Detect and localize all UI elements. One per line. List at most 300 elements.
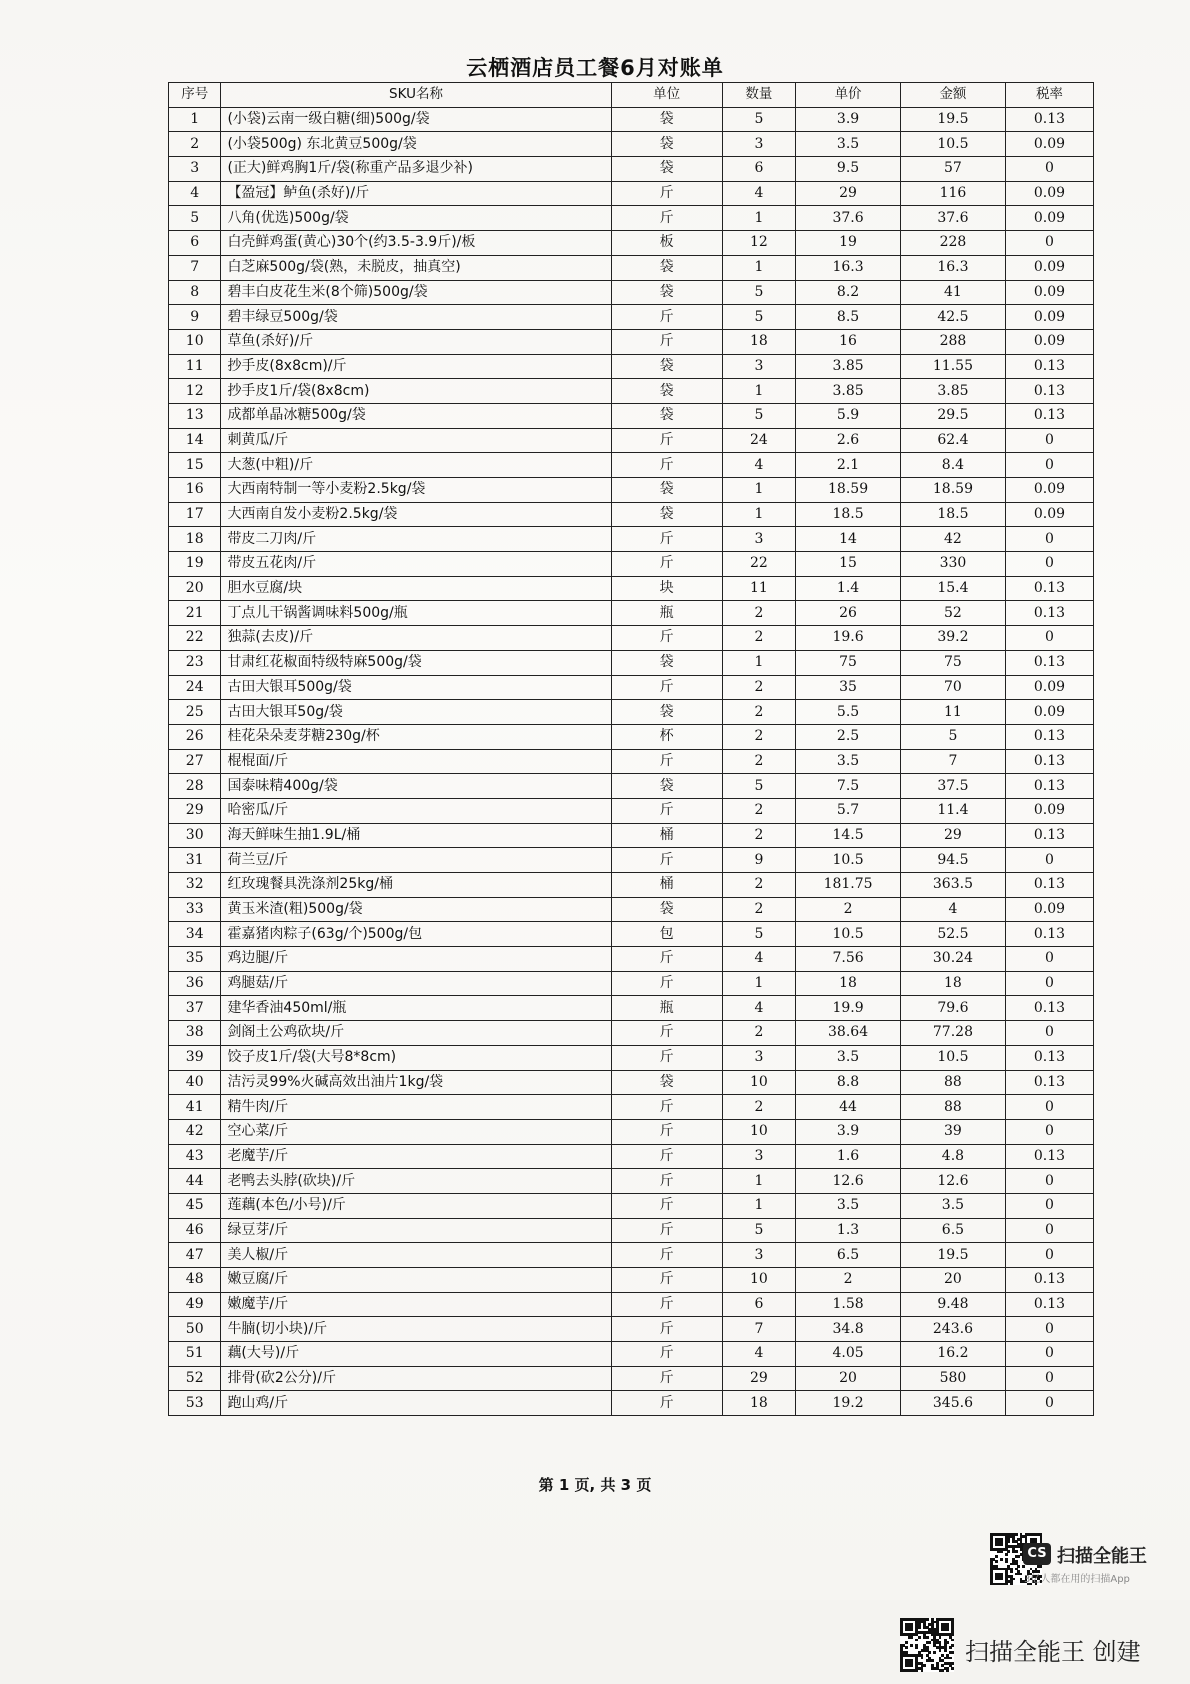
- table-row: [169, 1391, 1094, 1416]
- cell-tax-rate: 0: [1005, 971, 1093, 996]
- cell-quantity: 3: [722, 354, 795, 379]
- cell-amount: 363.5: [901, 873, 1006, 898]
- cell-amount: 5: [901, 724, 1006, 749]
- cell-index: 36: [169, 971, 221, 996]
- cell-unit: 袋: [611, 280, 722, 305]
- table-row: [169, 231, 1094, 256]
- cell-unit-price: 19.6: [796, 626, 901, 651]
- cell-unit: 袋: [611, 897, 722, 922]
- cell-unit: 斤: [611, 1268, 722, 1293]
- cell-tax-rate: 0.13: [1005, 403, 1093, 428]
- table-row: [169, 798, 1094, 823]
- cell-index: 16: [169, 478, 221, 503]
- cell-unit-price: 19: [796, 231, 901, 256]
- cell-tax-rate: 0.13: [1005, 823, 1093, 848]
- table-row: [169, 1119, 1094, 1144]
- cell-index: 4: [169, 181, 221, 206]
- cell-unit: 斤: [611, 971, 722, 996]
- cell-unit-price: 4.05: [796, 1342, 901, 1367]
- cell-index: 19: [169, 552, 221, 577]
- page-title: 云栖酒店员工餐6月对账单: [466, 56, 724, 80]
- cell-unit: 斤: [611, 1292, 722, 1317]
- cell-amount: 16.2: [901, 1342, 1006, 1367]
- table-row: [169, 157, 1094, 182]
- cell-unit-price: 34.8: [796, 1317, 901, 1342]
- cell-tax-rate: 0: [1005, 848, 1093, 873]
- cell-unit-price: 1.4: [796, 576, 901, 601]
- table-row: [169, 873, 1094, 898]
- cell-unit: 斤: [611, 428, 722, 453]
- watermark-subtitle: 3亿人都在用的扫描App: [1024, 1574, 1130, 1585]
- cell-amount: 37.6: [901, 206, 1006, 231]
- cell-index: 10: [169, 329, 221, 354]
- table-row: [169, 823, 1094, 848]
- table-row: [169, 1342, 1094, 1367]
- cell-quantity: 2: [722, 626, 795, 651]
- cell-quantity: 3: [722, 1243, 795, 1268]
- cell-unit: 斤: [611, 1342, 722, 1367]
- cell-index: 39: [169, 1045, 221, 1070]
- cell-sku-name: 红玫瑰餐具洗涤剂25kg/桶: [221, 873, 611, 898]
- cell-index: 42: [169, 1119, 221, 1144]
- cell-index: 48: [169, 1268, 221, 1293]
- table-row: [169, 897, 1094, 922]
- cell-quantity: 10: [722, 1119, 795, 1144]
- cell-index: 21: [169, 601, 221, 626]
- cell-unit-price: 3.9: [796, 1119, 901, 1144]
- cell-unit: 斤: [611, 798, 722, 823]
- cell-index: 30: [169, 823, 221, 848]
- cell-tax-rate: 0: [1005, 453, 1093, 478]
- cell-unit-price: 7.56: [796, 947, 901, 972]
- cell-tax-rate: 0.13: [1005, 1292, 1093, 1317]
- cell-sku-name: 嫩豆腐/斤: [221, 1268, 611, 1293]
- cell-quantity: 1: [722, 650, 795, 675]
- cell-amount: 15.4: [901, 576, 1006, 601]
- cell-sku-name: 鸡腿菇/斤: [221, 971, 611, 996]
- cell-unit-price: 3.5: [796, 749, 901, 774]
- cell-sku-name: 牛腩(切小块)/斤: [221, 1317, 611, 1342]
- cell-tax-rate: 0: [1005, 1342, 1093, 1367]
- cell-unit-price: 9.5: [796, 157, 901, 182]
- cell-quantity: 12: [722, 231, 795, 256]
- cell-tax-rate: 0: [1005, 1119, 1093, 1144]
- cell-amount: 30.24: [901, 947, 1006, 972]
- cell-index: 52: [169, 1366, 221, 1391]
- cell-sku-name: 大西南特制一等小麦粉2.5kg/袋: [221, 478, 611, 503]
- cell-quantity: 2: [722, 749, 795, 774]
- cell-unit: 斤: [611, 305, 722, 330]
- cell-index: 5: [169, 206, 221, 231]
- header-unit: 单位: [611, 83, 722, 108]
- cell-amount: 42.5: [901, 305, 1006, 330]
- cell-tax-rate: 0.09: [1005, 255, 1093, 280]
- cell-sku-name: 古田大银耳50g/袋: [221, 700, 611, 725]
- cell-amount: 10.5: [901, 132, 1006, 157]
- cell-index: 43: [169, 1144, 221, 1169]
- cell-unit-price: 29: [796, 181, 901, 206]
- cell-sku-name: 排骨(砍2公分)/斤: [221, 1366, 611, 1391]
- cell-amount: 57: [901, 157, 1006, 182]
- cell-unit-price: 1.6: [796, 1144, 901, 1169]
- cell-unit: 斤: [611, 1193, 722, 1218]
- cell-tax-rate: 0.13: [1005, 996, 1093, 1021]
- cell-quantity: 5: [722, 1218, 795, 1243]
- cell-unit-price: 7.5: [796, 774, 901, 799]
- cell-sku-name: 棍棍面/斤: [221, 749, 611, 774]
- cell-index: 49: [169, 1292, 221, 1317]
- cell-unit: 杯: [611, 724, 722, 749]
- cell-unit-price: 3.5: [796, 132, 901, 157]
- cell-unit: 袋: [611, 1070, 722, 1095]
- cell-index: 11: [169, 354, 221, 379]
- cell-quantity: 2: [722, 897, 795, 922]
- cell-quantity: 3: [722, 1045, 795, 1070]
- cell-tax-rate: 0.13: [1005, 379, 1093, 404]
- cell-tax-rate: 0: [1005, 157, 1093, 182]
- cell-unit: 斤: [611, 1045, 722, 1070]
- cell-quantity: 1: [722, 379, 795, 404]
- cell-index: 3: [169, 157, 221, 182]
- cell-tax-rate: 0.09: [1005, 897, 1093, 922]
- cell-quantity: 4: [722, 181, 795, 206]
- cell-tax-rate: 0.13: [1005, 873, 1093, 898]
- table-row: [169, 552, 1094, 577]
- cell-tax-rate: 0: [1005, 1021, 1093, 1046]
- cell-unit-price: 14: [796, 527, 901, 552]
- cell-sku-name: 带皮五花肉/斤: [221, 552, 611, 577]
- header-unit-price: 单价: [796, 83, 901, 108]
- cell-tax-rate: 0.09: [1005, 502, 1093, 527]
- table-row: [169, 428, 1094, 453]
- cell-sku-name: 藕(大号)/斤: [221, 1342, 611, 1367]
- cell-quantity: 11: [722, 576, 795, 601]
- table-row: [169, 650, 1094, 675]
- cell-unit-price: 19.2: [796, 1391, 901, 1416]
- cell-unit: 斤: [611, 1243, 722, 1268]
- cell-quantity: 5: [722, 107, 795, 132]
- cell-sku-name: 碧丰绿豆500g/袋: [221, 305, 611, 330]
- cell-quantity: 9: [722, 848, 795, 873]
- table-row: [169, 1070, 1094, 1095]
- cell-unit-price: 2.5: [796, 724, 901, 749]
- cell-index: 37: [169, 996, 221, 1021]
- table-row: [169, 280, 1094, 305]
- cell-tax-rate: 0.09: [1005, 305, 1093, 330]
- cell-unit-price: 37.6: [796, 206, 901, 231]
- cell-unit-price: 3.5: [796, 1045, 901, 1070]
- cell-tax-rate: 0.13: [1005, 922, 1093, 947]
- cell-tax-rate: 0.09: [1005, 206, 1093, 231]
- cell-index: 15: [169, 453, 221, 478]
- table-row: [169, 601, 1094, 626]
- cell-amount: 116: [901, 181, 1006, 206]
- cell-amount: 10.5: [901, 1045, 1006, 1070]
- cell-sku-name: 空心菜/斤: [221, 1119, 611, 1144]
- cell-unit: 斤: [611, 181, 722, 206]
- cell-unit: 斤: [611, 1317, 722, 1342]
- cell-index: 29: [169, 798, 221, 823]
- cell-index: 31: [169, 848, 221, 873]
- table-row: [169, 1144, 1094, 1169]
- table-row: [169, 1268, 1094, 1293]
- cell-unit-price: 18: [796, 971, 901, 996]
- cell-quantity: 2: [722, 700, 795, 725]
- cell-sku-name: 碧丰白皮花生米(8个筛)500g/袋: [221, 280, 611, 305]
- cell-unit: 斤: [611, 749, 722, 774]
- cell-amount: 94.5: [901, 848, 1006, 873]
- cell-quantity: 1: [722, 206, 795, 231]
- cell-quantity: 4: [722, 453, 795, 478]
- cell-index: 13: [169, 403, 221, 428]
- cell-quantity: 1: [722, 478, 795, 503]
- cell-amount: 3.85: [901, 379, 1006, 404]
- cell-amount: 19.5: [901, 107, 1006, 132]
- cell-unit: 斤: [611, 848, 722, 873]
- cell-index: 41: [169, 1095, 221, 1120]
- cell-index: 12: [169, 379, 221, 404]
- cell-unit-price: 18.59: [796, 478, 901, 503]
- cell-unit-price: 5.9: [796, 403, 901, 428]
- cell-quantity: 4: [722, 996, 795, 1021]
- cell-sku-name: 建华香油450ml/瓶: [221, 996, 611, 1021]
- cell-tax-rate: 0.13: [1005, 1045, 1093, 1070]
- cell-unit-price: 14.5: [796, 823, 901, 848]
- cell-sku-name: 草鱼(杀好)/斤: [221, 329, 611, 354]
- cell-unit-price: 6.5: [796, 1243, 901, 1268]
- cell-tax-rate: 0.13: [1005, 1070, 1093, 1095]
- cell-unit: 斤: [611, 675, 722, 700]
- cell-tax-rate: 0.13: [1005, 1268, 1093, 1293]
- cell-amount: 243.6: [901, 1317, 1006, 1342]
- footer-created-by: 扫描全能王 创建: [965, 1638, 1141, 1666]
- table-row: [169, 1366, 1094, 1391]
- cell-sku-name: 老魔芋/斤: [221, 1144, 611, 1169]
- cell-quantity: 4: [722, 1342, 795, 1367]
- cell-unit: 斤: [611, 947, 722, 972]
- cell-amount: 7: [901, 749, 1006, 774]
- cell-unit-price: 20: [796, 1366, 901, 1391]
- cell-quantity: 3: [722, 1144, 795, 1169]
- cell-unit-price: 18.5: [796, 502, 901, 527]
- cell-sku-name: 成都单晶冰糖500g/袋: [221, 403, 611, 428]
- cell-sku-name: 抄手皮1斤/袋(8x8cm): [221, 379, 611, 404]
- cell-sku-name: 荷兰豆/斤: [221, 848, 611, 873]
- cell-unit: 瓶: [611, 996, 722, 1021]
- cell-index: 27: [169, 749, 221, 774]
- cell-tax-rate: 0: [1005, 1095, 1093, 1120]
- cell-unit: 斤: [611, 1169, 722, 1194]
- cell-tax-rate: 0: [1005, 626, 1093, 651]
- table-row: [169, 971, 1094, 996]
- cell-index: 6: [169, 231, 221, 256]
- cell-tax-rate: 0: [1005, 1317, 1093, 1342]
- cell-unit-price: 35: [796, 675, 901, 700]
- cell-index: 47: [169, 1243, 221, 1268]
- cell-amount: 11.4: [901, 798, 1006, 823]
- cell-tax-rate: 0.09: [1005, 181, 1093, 206]
- cell-quantity: 1: [722, 1193, 795, 1218]
- cell-unit-price: 3.5: [796, 1193, 901, 1218]
- cell-unit-price: 1.3: [796, 1218, 901, 1243]
- table-row: [169, 848, 1094, 873]
- table-row: [169, 1292, 1094, 1317]
- cell-quantity: 5: [722, 403, 795, 428]
- cell-unit-price: 16.3: [796, 255, 901, 280]
- header-index: 序号: [169, 83, 221, 108]
- cell-amount: 4.8: [901, 1144, 1006, 1169]
- table-row: [169, 1095, 1094, 1120]
- cell-amount: 52: [901, 601, 1006, 626]
- cell-quantity: 1: [722, 255, 795, 280]
- cell-unit: 斤: [611, 1391, 722, 1416]
- cell-index: 22: [169, 626, 221, 651]
- cell-unit-price: 19.9: [796, 996, 901, 1021]
- cell-sku-name: 甘肃红花椒面特级特麻500g/袋: [221, 650, 611, 675]
- cell-amount: 39: [901, 1119, 1006, 1144]
- table-row: [169, 724, 1094, 749]
- cell-amount: 3.5: [901, 1193, 1006, 1218]
- cell-index: 7: [169, 255, 221, 280]
- cell-unit: 袋: [611, 157, 722, 182]
- cell-amount: 580: [901, 1366, 1006, 1391]
- cell-index: 38: [169, 1021, 221, 1046]
- cell-sku-name: 【盈冠】鲈鱼(杀好)/斤: [221, 181, 611, 206]
- cell-quantity: 10: [722, 1268, 795, 1293]
- table-header-row: [169, 83, 1094, 108]
- cell-sku-name: (小袋)云南一级白糖(细)500g/袋: [221, 107, 611, 132]
- cell-tax-rate: 0: [1005, 1169, 1093, 1194]
- cell-index: 24: [169, 675, 221, 700]
- table-row: [169, 1243, 1094, 1268]
- cell-sku-name: (小袋500g) 东北黄豆500g/袋: [221, 132, 611, 157]
- cell-unit-price: 38.64: [796, 1021, 901, 1046]
- header-amount: 金额: [901, 83, 1006, 108]
- cell-tax-rate: 0.13: [1005, 576, 1093, 601]
- cell-unit-price: 8.5: [796, 305, 901, 330]
- cell-amount: 18.5: [901, 502, 1006, 527]
- cell-tax-rate: 0.13: [1005, 724, 1093, 749]
- cell-sku-name: 霍嘉猪肉粽子(63g/个)500g/包: [221, 922, 611, 947]
- cell-index: 53: [169, 1391, 221, 1416]
- table-row: [169, 478, 1094, 503]
- cell-quantity: 1: [722, 971, 795, 996]
- camscanner-logo-icon: CS: [1023, 1543, 1051, 1565]
- cell-index: 9: [169, 305, 221, 330]
- cell-tax-rate: 0: [1005, 1193, 1093, 1218]
- cell-unit: 斤: [611, 527, 722, 552]
- cell-sku-name: 黄玉米渣(粗)500g/袋: [221, 897, 611, 922]
- table-row: [169, 774, 1094, 799]
- cell-index: 50: [169, 1317, 221, 1342]
- cell-sku-name: (正大)鲜鸡胸1斤/袋(称重产品多退少补): [221, 157, 611, 182]
- cell-amount: 52.5: [901, 922, 1006, 947]
- cell-tax-rate: 0.09: [1005, 478, 1093, 503]
- cell-unit-price: 10.5: [796, 922, 901, 947]
- cell-quantity: 18: [722, 1391, 795, 1416]
- cell-amount: 4: [901, 897, 1006, 922]
- cell-index: 1: [169, 107, 221, 132]
- table-row: [169, 1045, 1094, 1070]
- cell-unit: 袋: [611, 650, 722, 675]
- cell-sku-name: 海天鲜味生抽1.9L/桶: [221, 823, 611, 848]
- cell-tax-rate: 0.09: [1005, 675, 1093, 700]
- cell-quantity: 22: [722, 552, 795, 577]
- cell-quantity: 2: [722, 798, 795, 823]
- cell-index: 51: [169, 1342, 221, 1367]
- table-row: [169, 354, 1094, 379]
- cell-tax-rate: 0.13: [1005, 107, 1093, 132]
- cell-tax-rate: 0.13: [1005, 354, 1093, 379]
- cell-index: 33: [169, 897, 221, 922]
- cell-index: 18: [169, 527, 221, 552]
- cell-tax-rate: 0: [1005, 527, 1093, 552]
- cell-quantity: 6: [722, 1292, 795, 1317]
- cell-quantity: 29: [722, 1366, 795, 1391]
- cell-quantity: 10: [722, 1070, 795, 1095]
- cell-unit: 斤: [611, 552, 722, 577]
- cell-amount: 39.2: [901, 626, 1006, 651]
- table-row: [169, 107, 1094, 132]
- cell-amount: 12.6: [901, 1169, 1006, 1194]
- cell-amount: 37.5: [901, 774, 1006, 799]
- cell-sku-name: 白壳鲜鸡蛋(黄心)30个(约3.5-3.9斤)/板: [221, 231, 611, 256]
- cell-index: 17: [169, 502, 221, 527]
- cell-unit: 袋: [611, 502, 722, 527]
- cell-unit: 袋: [611, 354, 722, 379]
- cell-unit-price: 8.2: [796, 280, 901, 305]
- cell-unit: 桶: [611, 873, 722, 898]
- cell-index: 32: [169, 873, 221, 898]
- cell-index: 28: [169, 774, 221, 799]
- cell-quantity: 5: [722, 922, 795, 947]
- cell-quantity: 18: [722, 329, 795, 354]
- cell-sku-name: 国泰味精400g/袋: [221, 774, 611, 799]
- cell-unit-price: 2: [796, 897, 901, 922]
- cell-unit: 板: [611, 231, 722, 256]
- table-row: [169, 700, 1094, 725]
- cell-index: 8: [169, 280, 221, 305]
- cell-amount: 11.55: [901, 354, 1006, 379]
- cell-unit: 桶: [611, 823, 722, 848]
- cell-sku-name: 独蒜(去皮)/斤: [221, 626, 611, 651]
- cell-index: 34: [169, 922, 221, 947]
- cell-sku-name: 跑山鸡/斤: [221, 1391, 611, 1416]
- header-sku-name: SKU名称: [221, 83, 611, 108]
- qr-code-icon: [900, 1618, 954, 1672]
- table-row: [169, 675, 1094, 700]
- cell-amount: 77.28: [901, 1021, 1006, 1046]
- cell-tax-rate: 0: [1005, 1391, 1093, 1416]
- cell-sku-name: 古田大银耳500g/袋: [221, 675, 611, 700]
- table-row: [169, 947, 1094, 972]
- cell-unit: 斤: [611, 1366, 722, 1391]
- cell-sku-name: 老鸭去头脖(砍块)/斤: [221, 1169, 611, 1194]
- table-row: [169, 403, 1094, 428]
- cell-amount: 9.48: [901, 1292, 1006, 1317]
- cell-index: 35: [169, 947, 221, 972]
- cell-amount: 20: [901, 1268, 1006, 1293]
- cell-unit-price: 10.5: [796, 848, 901, 873]
- cell-tax-rate: 0: [1005, 428, 1093, 453]
- table-row: [169, 453, 1094, 478]
- cell-index: 46: [169, 1218, 221, 1243]
- cell-quantity: 2: [722, 601, 795, 626]
- cell-quantity: 2: [722, 724, 795, 749]
- table-row: [169, 329, 1094, 354]
- cell-quantity: 6: [722, 157, 795, 182]
- cell-unit-price: 5.7: [796, 798, 901, 823]
